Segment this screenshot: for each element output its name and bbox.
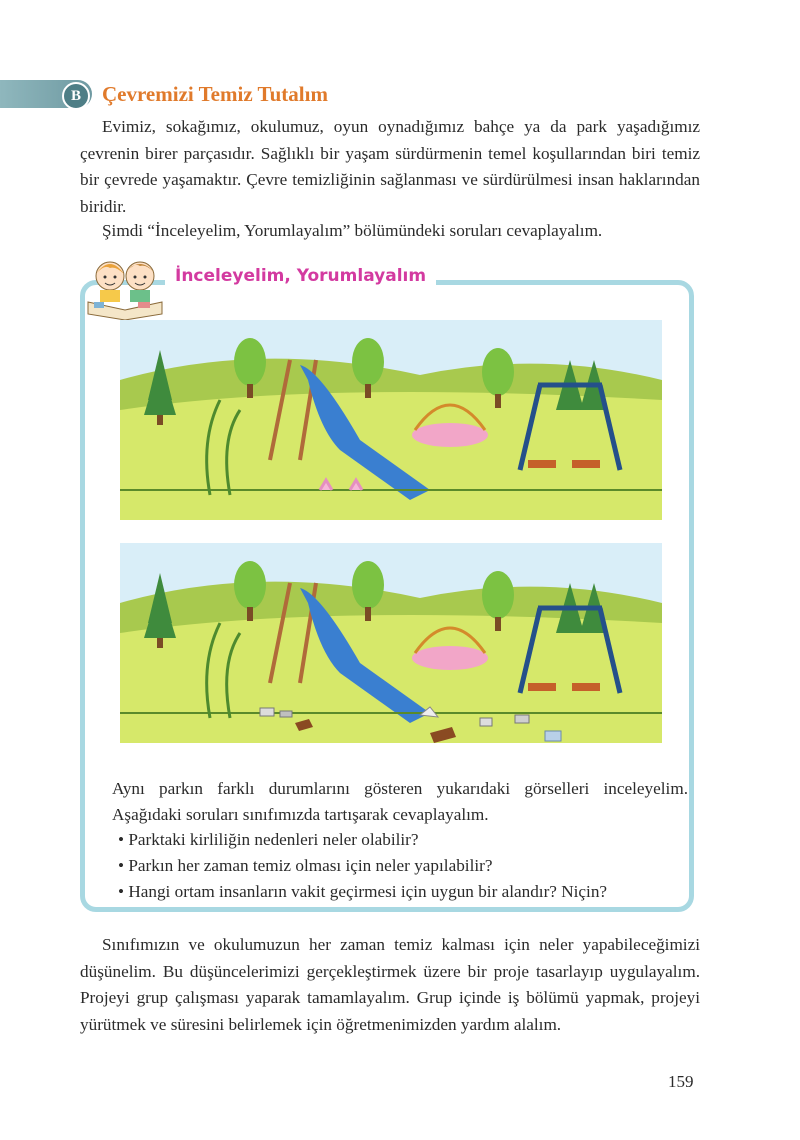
question-item-2: • Parkın her zaman temiz olması için neler yapılabilir? (118, 853, 607, 879)
intro-paragraph-2: Şimdi “İnceleyelim, Yorumlayalım” bölümündeki soruları cevaplayalım. (102, 221, 603, 240)
clean-park-illustration (120, 320, 662, 520)
section-letter-badge: B (62, 82, 90, 110)
children-reading-illustration (80, 250, 170, 320)
activity-description: Aynı parkın farklı durumlarını gösteren yukarıdaki görselleri inceleyelim. Aşağıdaki soruları sınıfımızda tartışarak cevaplayalım. (112, 779, 688, 824)
box-label-container (165, 266, 436, 286)
section-title: Çevremizi Temiz Tutalım (102, 82, 328, 106)
littered-park-illustration (120, 543, 662, 743)
box-label: İnceleyelim, Yorumlayalım (175, 266, 427, 286)
question-item-3: • Hangi ortam insanların vakit geçirmesi için uygun bir alandır? Niçin? (118, 879, 607, 905)
closing-paragraph: Sınıfımızın ve okulumuzun her zaman temiz kalması için neler yapabileceğimizi düşünelim. Bu düşüncelerimizi gerçekleştirmek üzere bir proje tasarlayıp uygulayalım. Projeyi grup çalışması yaparak tamamlayalım. Grup içinde iş bölümü yapmak, projeyi yürütmek ve süresini belirlemek için öğretmenimizden yardım alalım. (80, 935, 700, 1034)
question-item-1: • Parktaki kirliliğin nedenleri neler olabilir? (118, 827, 607, 853)
page-number: 159 (668, 1072, 694, 1091)
intro-paragraph-1: Evimiz, sokağımız, okulumuz, oyun oynadığımız bahçe ya da park yaşadığımız çevrenin birer parçasıdır. Sağlıklı bir yaşam sürdürmenin temel koşullarından biri temiz bir çevrede yaşamaktır. Çevre temizliğinin sağlanması ve sürdürülmesi insan haklarından biridir. (80, 117, 700, 216)
question-list (118, 827, 607, 905)
